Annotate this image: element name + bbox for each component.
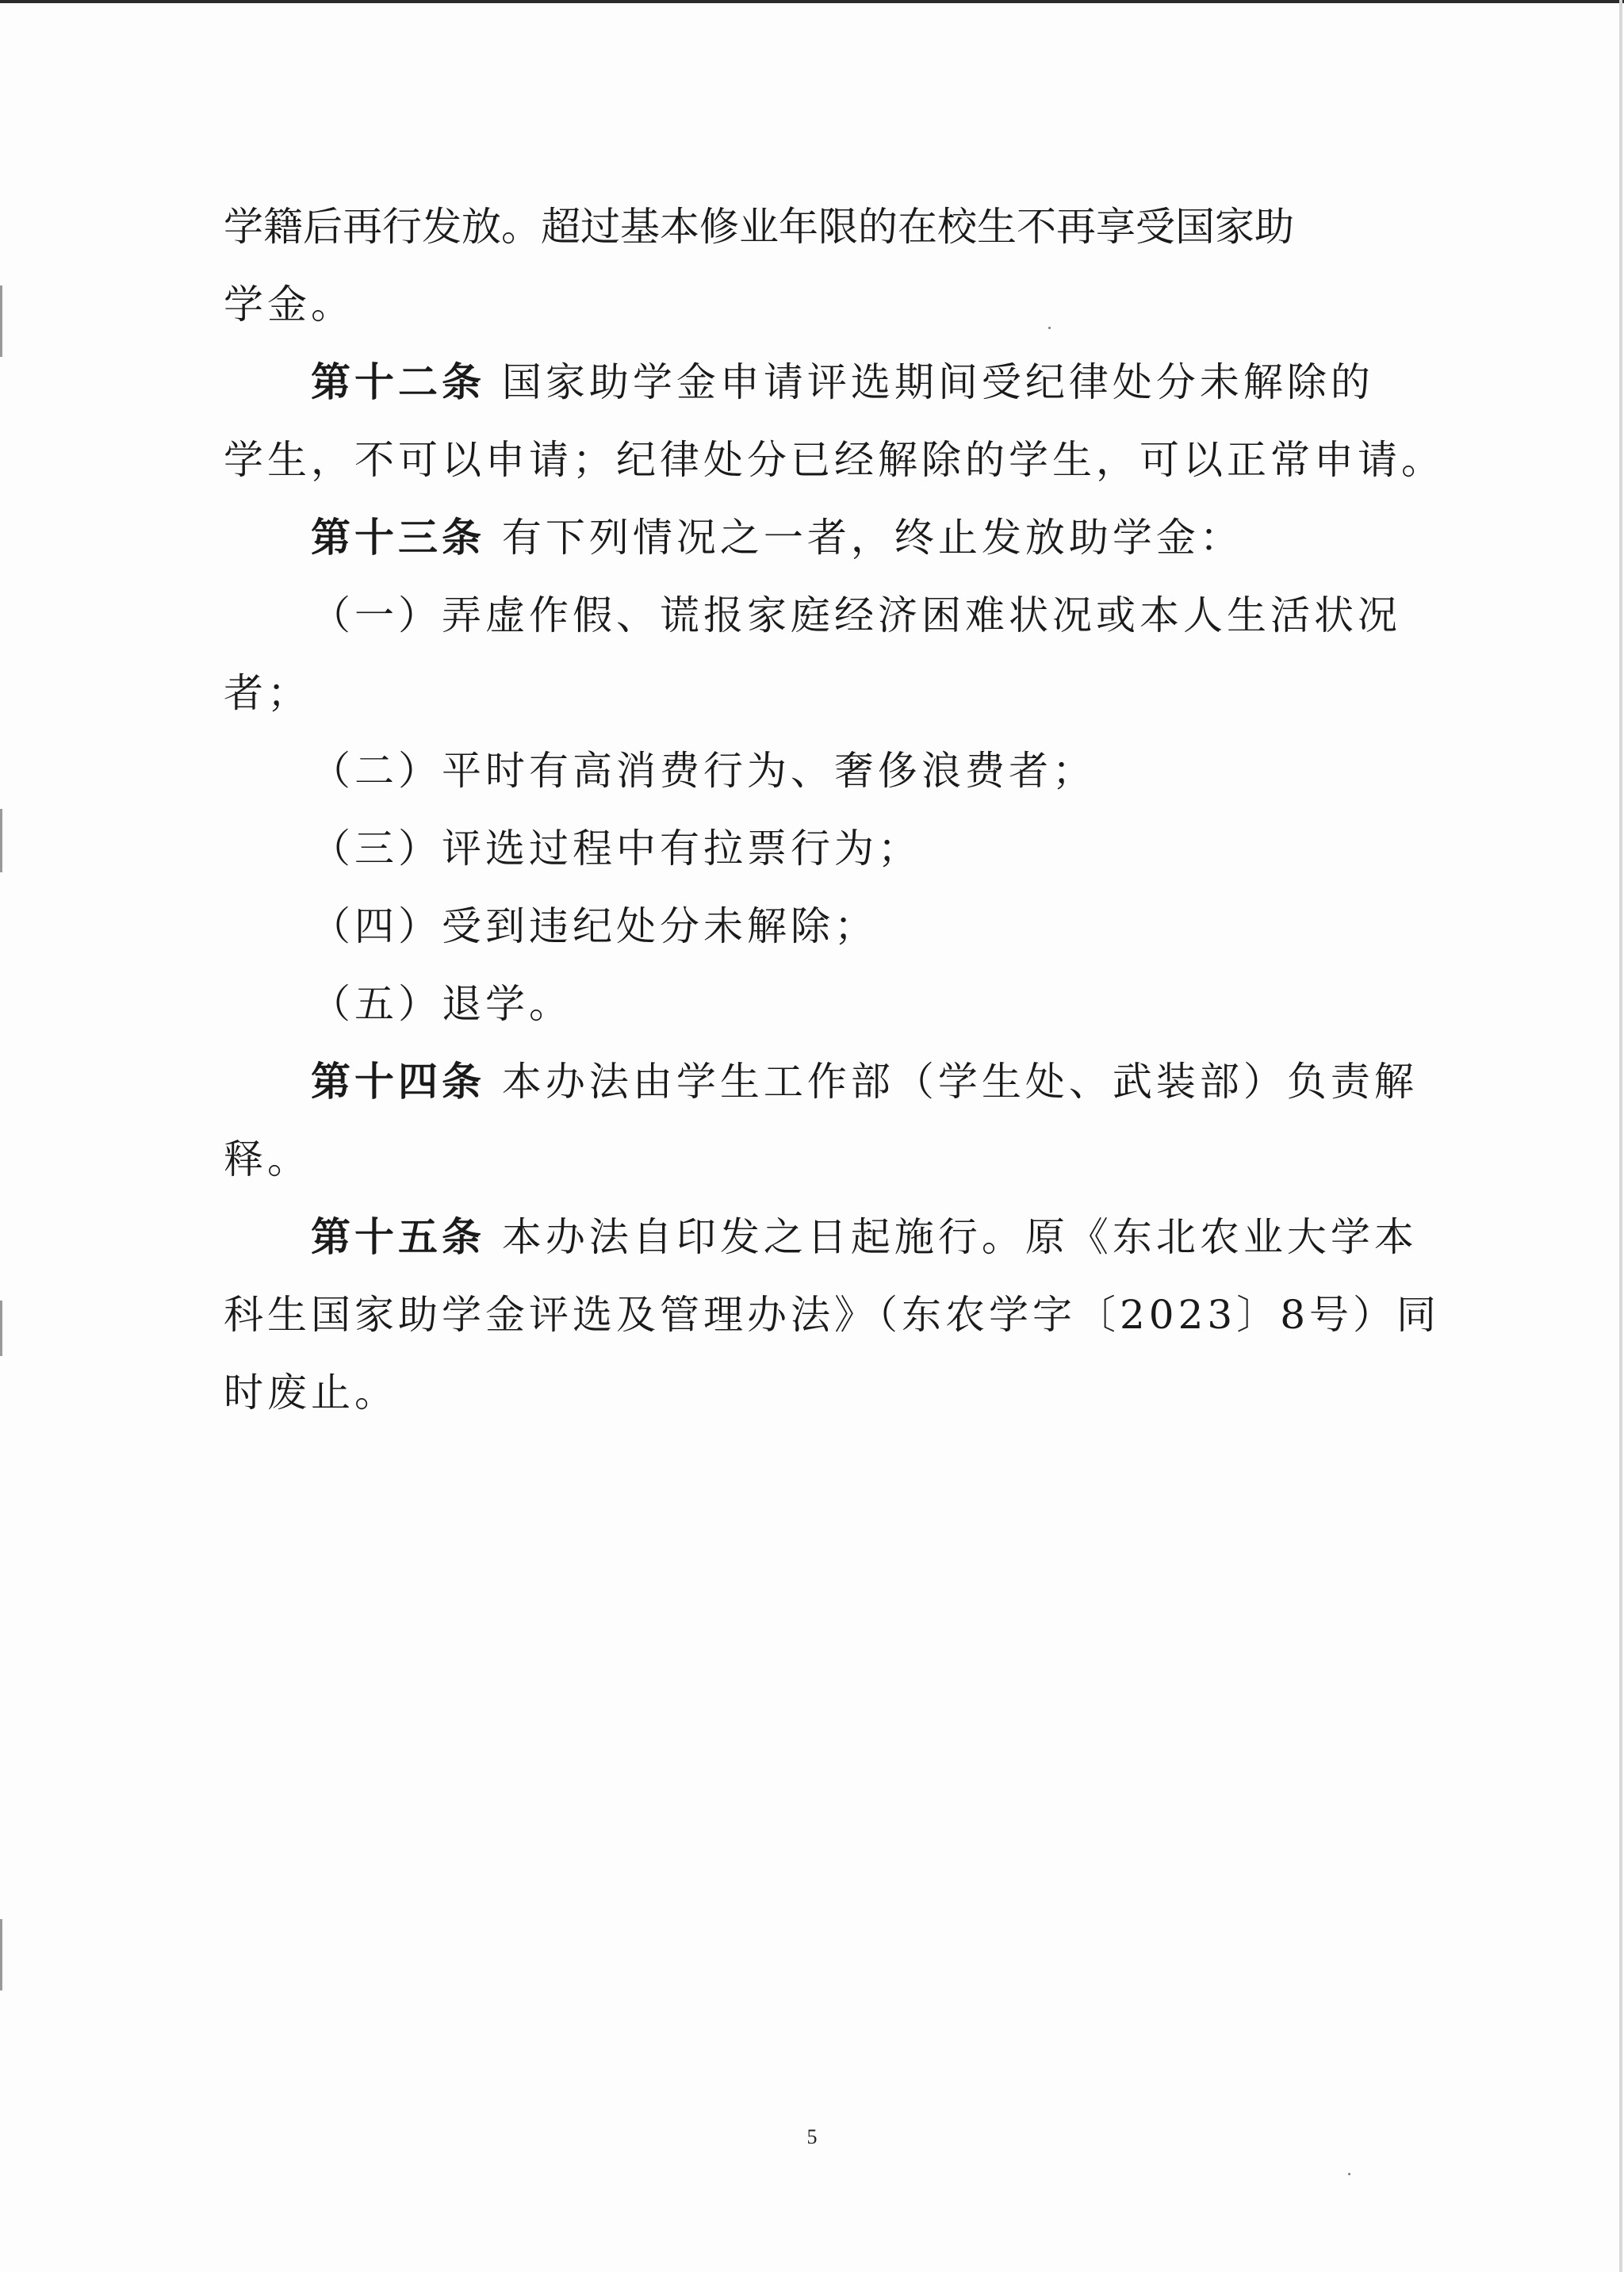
line-text: 本办法由学生工作部（学生处、武装部）负责解: [501, 1059, 1418, 1105]
article-15-line: [224, 1213, 1418, 1260]
line-text: 时废止。: [224, 1370, 398, 1416]
paragraph-line: [224, 671, 1413, 715]
line-text: （五）退学。: [311, 981, 573, 1027]
scan-edge-mark: [0, 1301, 2, 1356]
list-item-line: [224, 593, 1413, 638]
line-text: （二）平时有高消费行为、奢侈浪费者；: [311, 748, 1096, 794]
line-text: （一）弄虚作假、谎报家庭经济困难状况或本人生活状况: [311, 592, 1401, 638]
line-text: 有下列情况之一者，终止发放助学金：: [501, 515, 1243, 561]
list-item-line: [224, 904, 1413, 948]
paragraph-line: [224, 1292, 1441, 1338]
paragraph-line: [224, 437, 1445, 483]
line-text: （四）受到违纪处分未解除；: [311, 903, 878, 949]
article-13-line: [224, 515, 1413, 560]
line-text: 学生，不可以申请；纪律处分已经解除的学生，可以正常申请。: [224, 437, 1445, 483]
scan-edge-mark: [0, 809, 2, 872]
article-14-line: [224, 1058, 1418, 1105]
document-body: [224, 204, 1445, 1448]
line-text: 释。: [224, 1136, 311, 1182]
line-text: 学金。: [224, 282, 354, 328]
article-label: 第十二条: [311, 358, 485, 405]
article-12-line: [224, 360, 1413, 404]
list-item-line: [224, 826, 1413, 871]
line-text: 本办法自印发之日起施行。原《东北农业大学本: [501, 1214, 1418, 1260]
article-label: 第十四条: [311, 1058, 485, 1105]
scan-speck: [1048, 327, 1051, 329]
scan-edge-mark: [0, 285, 2, 357]
paragraph-line: [224, 205, 1413, 249]
line-text: 学籍后再行发放。超过基本修业年限的在校生不再享受国家助: [224, 204, 1294, 250]
scan-speck: [1348, 2173, 1350, 2175]
line-text: 者；: [224, 670, 311, 716]
paragraph-line: [224, 1370, 1413, 1415]
scan-border-right: [1619, 0, 1622, 2272]
scan-edge-mark: [0, 1919, 2, 1990]
article-label: 第十三条: [311, 514, 485, 561]
line-text: 国家助学金申请评选期间受纪律处分未解除的: [501, 359, 1374, 405]
paragraph-line: [224, 1137, 1413, 1182]
page-number: 5: [806, 2125, 818, 2148]
list-item-line: [224, 982, 1413, 1026]
article-label: 第十五条: [311, 1213, 485, 1260]
line-text: （三）评选过程中有拉票行为；: [311, 826, 921, 872]
scan-border-top: [0, 0, 1624, 3]
paragraph-line: [224, 282, 1413, 327]
list-item-line: [224, 749, 1413, 793]
line-text: 科生国家助学金评选及管理办法》（东农学字〔2023〕8号）同: [224, 1292, 1441, 1338]
